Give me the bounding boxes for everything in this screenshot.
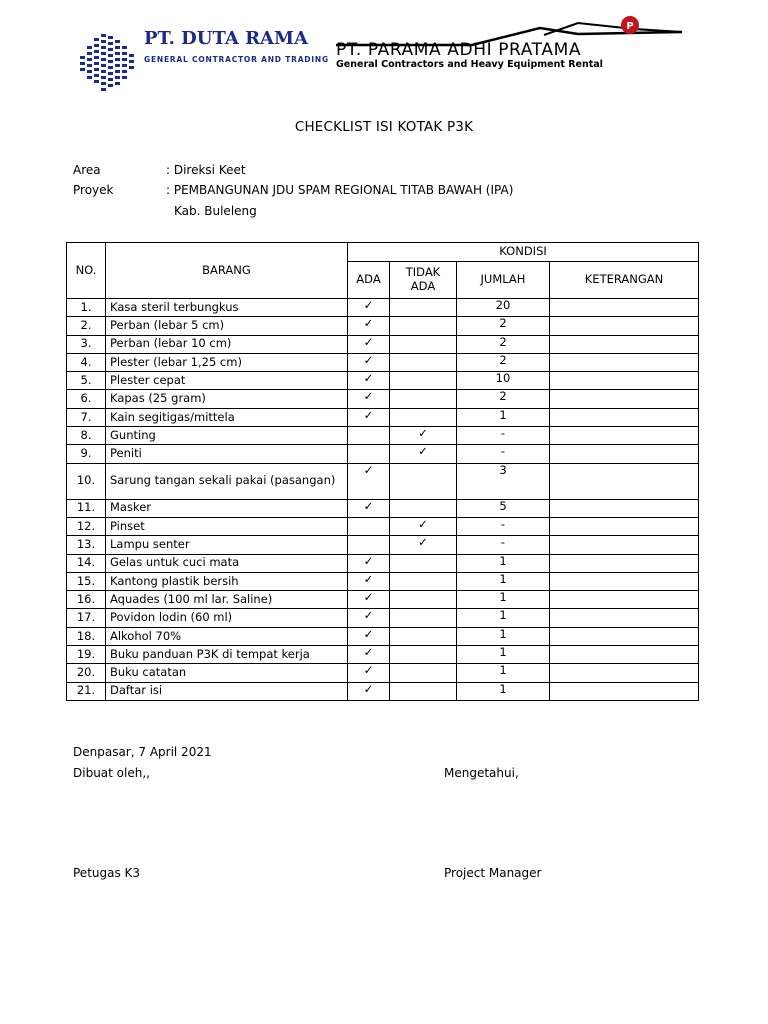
row-item: Kapas (25 gram) (106, 390, 348, 408)
row-item: Plester (lebar 1,25 cm) (106, 353, 348, 371)
row-tidak-ada-check (390, 572, 457, 590)
row-keterangan (550, 499, 699, 517)
row-keterangan (550, 609, 699, 627)
row-number: 6. (67, 390, 106, 408)
header-tidak-ada: TIDAK ADA (390, 262, 457, 299)
row-jumlah: 1 (457, 664, 550, 682)
signer-right: Project Manager (444, 866, 542, 880)
row-keterangan (550, 682, 699, 700)
row-tidak-ada-check (390, 664, 457, 682)
row-jumlah: - (457, 427, 550, 445)
header-ada: ADA (348, 262, 390, 299)
proyek-label: Proyek (73, 183, 114, 197)
row-jumlah: 1 (457, 591, 550, 609)
row-tidak-ada-check (390, 335, 457, 353)
row-ada-check: ✓ (348, 335, 390, 353)
row-keterangan (550, 390, 699, 408)
header-jumlah: JUMLAH (457, 262, 550, 299)
document-title: CHECKLIST ISI KOTAK P3K (294, 119, 474, 135)
row-number: 1. (67, 299, 106, 317)
proyek-value: : PEMBANGUNAN JDU SPAM REGIONAL TITAB BAWAH (IPA) (166, 183, 514, 197)
row-number: 16. (67, 591, 106, 609)
table-row (67, 317, 699, 335)
row-ada-check: ✓ (348, 353, 390, 371)
row-number: 7. (67, 408, 106, 426)
table-row (67, 445, 699, 463)
row-number: 21. (67, 682, 106, 700)
row-tidak-ada-check: ✓ (390, 445, 457, 463)
row-jumlah: - (457, 517, 550, 535)
row-jumlah: 1 (457, 682, 550, 700)
row-number: 15. (67, 572, 106, 590)
row-jumlah: 1 (457, 408, 550, 426)
row-ada-check: ✓ (348, 317, 390, 335)
row-ada-check: ✓ (348, 591, 390, 609)
row-item: Aquades (100 ml lar. Saline) (106, 591, 348, 609)
row-keterangan (550, 554, 699, 572)
table-row (67, 572, 699, 590)
row-number: 17. (67, 609, 106, 627)
row-tidak-ada-check (390, 317, 457, 335)
row-ada-check: ✓ (348, 408, 390, 426)
row-tidak-ada-check (390, 299, 457, 317)
row-ada-check: ✓ (348, 572, 390, 590)
duta-rama-name: PT. DUTA RAMA (144, 28, 308, 49)
table-row (67, 554, 699, 572)
table-row (67, 335, 699, 353)
row-jumlah: - (457, 536, 550, 554)
row-item: Buku panduan P3K di tempat kerja (106, 646, 348, 664)
row-ada-check: ✓ (348, 463, 390, 499)
row-item: Gelas untuk cuci mata (106, 554, 348, 572)
row-ada-check: ✓ (348, 299, 390, 317)
row-keterangan (550, 591, 699, 609)
row-tidak-ada-check (390, 627, 457, 645)
row-tidak-ada-check (390, 682, 457, 700)
row-number: 5. (67, 372, 106, 390)
header-no: NO. (67, 243, 106, 299)
checklist-table (66, 242, 699, 701)
header-barang: BARANG (106, 243, 348, 299)
table-row (67, 664, 699, 682)
row-tidak-ada-check (390, 390, 457, 408)
row-item: Sarung tangan sekali pakai (pasangan) (106, 463, 348, 499)
row-item: Perban (lebar 5 cm) (106, 317, 348, 335)
header-kondisi: KONDISI (348, 243, 699, 262)
row-jumlah: 10 (457, 372, 550, 390)
row-tidak-ada-check (390, 463, 457, 499)
row-item: Plester cepat (106, 372, 348, 390)
row-jumlah: 20 (457, 299, 550, 317)
row-keterangan (550, 445, 699, 463)
row-keterangan (550, 427, 699, 445)
table-row (67, 390, 699, 408)
row-number: 14. (67, 554, 106, 572)
row-ada-check: ✓ (348, 372, 390, 390)
row-item: Kantong plastik bersih (106, 572, 348, 590)
row-keterangan (550, 572, 699, 590)
row-ada-check (348, 445, 390, 463)
checklist-body (67, 299, 699, 701)
row-item: Masker (106, 499, 348, 517)
acknowledged-label: Mengetahui, (444, 766, 519, 780)
row-jumlah: 1 (457, 609, 550, 627)
row-jumlah: 2 (457, 353, 550, 371)
row-number: 10. (67, 463, 106, 499)
row-ada-check: ✓ (348, 664, 390, 682)
row-number: 8. (67, 427, 106, 445)
table-row (67, 353, 699, 371)
row-keterangan (550, 317, 699, 335)
table-row (67, 499, 699, 517)
table-row (67, 536, 699, 554)
duta-rama-logo (78, 28, 328, 94)
row-keterangan (550, 536, 699, 554)
row-jumlah: 1 (457, 627, 550, 645)
row-number: 2. (67, 317, 106, 335)
row-keterangan (550, 299, 699, 317)
table-row (67, 408, 699, 426)
table-row (67, 372, 699, 390)
row-item: Daftar isi (106, 682, 348, 700)
table-row (67, 646, 699, 664)
row-keterangan (550, 627, 699, 645)
row-keterangan (550, 353, 699, 371)
parama-tagline: General Contractors and Heavy Equipment Rental (336, 59, 603, 70)
row-jumlah: 1 (457, 646, 550, 664)
area-value: : Direksi Keet (166, 163, 246, 177)
duta-rama-emblem-icon (78, 32, 136, 92)
row-item: Pinset (106, 517, 348, 535)
row-keterangan (550, 463, 699, 499)
row-tidak-ada-check: ✓ (390, 427, 457, 445)
parama-logo (334, 14, 696, 70)
row-item: Alkohol 70% (106, 627, 348, 645)
table-row (67, 682, 699, 700)
row-jumlah: 2 (457, 317, 550, 335)
row-tidak-ada-check (390, 591, 457, 609)
row-tidak-ada-check: ✓ (390, 517, 457, 535)
row-tidak-ada-check (390, 554, 457, 572)
row-tidak-ada-check (390, 499, 457, 517)
row-jumlah: 2 (457, 390, 550, 408)
area-label: Area (73, 163, 101, 177)
row-item: Kasa steril terbungkus (106, 299, 348, 317)
row-ada-check: ✓ (348, 554, 390, 572)
row-item: Lampu senter (106, 536, 348, 554)
row-keterangan (550, 664, 699, 682)
signer-left: Petugas K3 (73, 866, 141, 880)
table-row (67, 609, 699, 627)
row-tidak-ada-check: ✓ (390, 536, 457, 554)
row-number: 11. (67, 499, 106, 517)
row-number: 19. (67, 646, 106, 664)
row-ada-check (348, 536, 390, 554)
row-ada-check: ✓ (348, 627, 390, 645)
row-tidak-ada-check (390, 609, 457, 627)
row-keterangan (550, 517, 699, 535)
row-item: Kain segitigas/mittela (106, 408, 348, 426)
row-jumlah: 2 (457, 335, 550, 353)
row-item: Perban (lebar 10 cm) (106, 335, 348, 353)
row-number: 18. (67, 627, 106, 645)
row-item: Buku catatan (106, 664, 348, 682)
row-keterangan (550, 335, 699, 353)
table-row (67, 299, 699, 317)
row-number: 20. (67, 664, 106, 682)
row-ada-check: ✓ (348, 390, 390, 408)
table-row (67, 463, 699, 499)
table-row (67, 427, 699, 445)
duta-rama-tagline: GENERAL CONTRACTOR AND TRADING (144, 55, 329, 64)
row-item: Povidon lodin (60 ml) (106, 609, 348, 627)
row-number: 9. (67, 445, 106, 463)
header-keterangan: KETERANGAN (550, 262, 699, 299)
row-tidak-ada-check (390, 408, 457, 426)
row-ada-check (348, 517, 390, 535)
row-item: Gunting (106, 427, 348, 445)
row-jumlah: 5 (457, 499, 550, 517)
row-number: 3. (67, 335, 106, 353)
row-tidak-ada-check (390, 353, 457, 371)
row-keterangan (550, 372, 699, 390)
table-row (67, 517, 699, 535)
row-ada-check (348, 427, 390, 445)
proyek-location: Kab. Buleleng (174, 204, 257, 218)
row-number: 12. (67, 517, 106, 535)
table-row (67, 591, 699, 609)
row-jumlah: 1 (457, 572, 550, 590)
parama-name: PT. PARAMA ADHI PRATAMA (336, 40, 582, 60)
row-jumlah: - (457, 445, 550, 463)
row-number: 4. (67, 353, 106, 371)
row-tidak-ada-check (390, 372, 457, 390)
parama-emblem-letter: P (626, 21, 634, 32)
row-keterangan (550, 408, 699, 426)
row-item: Peniti (106, 445, 348, 463)
table-row (67, 627, 699, 645)
row-tidak-ada-check (390, 646, 457, 664)
row-jumlah: 1 (457, 554, 550, 572)
row-jumlah: 3 (457, 463, 550, 499)
row-number: 13. (67, 536, 106, 554)
row-ada-check: ✓ (348, 609, 390, 627)
row-keterangan (550, 646, 699, 664)
row-ada-check: ✓ (348, 646, 390, 664)
row-ada-check: ✓ (348, 682, 390, 700)
row-ada-check: ✓ (348, 499, 390, 517)
place-date: Denpasar, 7 April 2021 (73, 745, 212, 759)
made-by-label: Dibuat oleh,, (73, 766, 150, 780)
